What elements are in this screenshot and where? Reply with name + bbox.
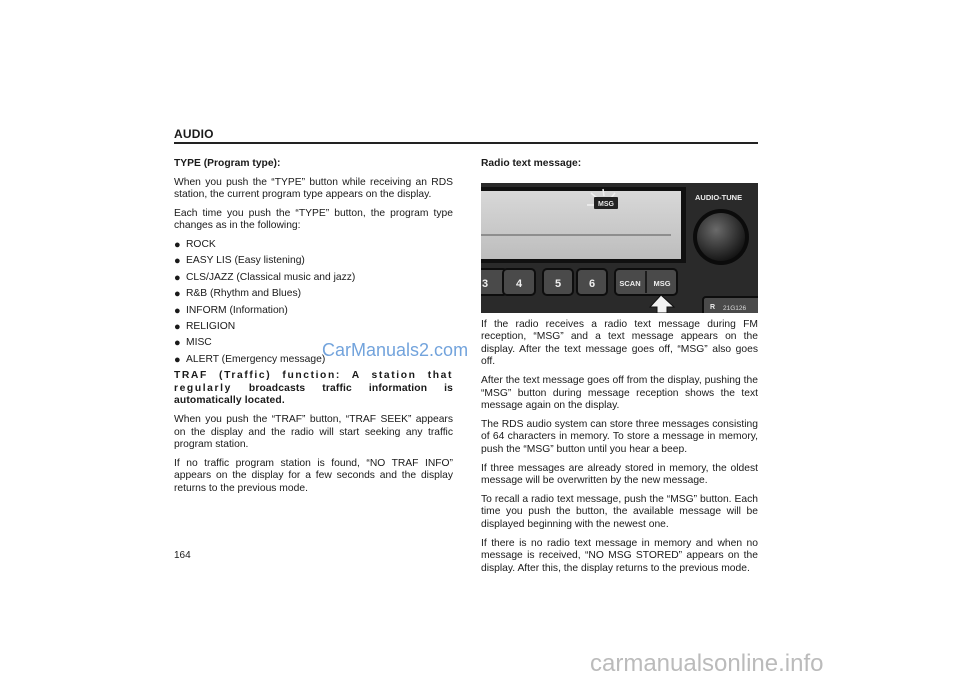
bullet-icon: ● <box>174 304 181 317</box>
left-column <box>174 158 453 502</box>
svg-text:R: R <box>710 303 716 311</box>
list-item: ● MISC <box>174 337 212 350</box>
bullet-icon: ● <box>174 255 181 268</box>
radio-panel-illustration <box>481 183 758 313</box>
list-item: ● CLS/JAZZ (Classical music and jazz) <box>174 271 356 284</box>
list-item: ● ROCK <box>174 238 216 251</box>
svg-text:5: 5 <box>554 277 562 290</box>
bullet-icon: ● <box>174 271 181 284</box>
radio-text-heading: Radio text message: <box>481 158 582 169</box>
bullet-icon: ● <box>174 238 181 251</box>
figure-code: 21G126 <box>723 304 747 312</box>
bullet-icon: ● <box>174 337 181 350</box>
bullet-icon: ● <box>174 288 181 301</box>
audio-tune-label: AUDIO-TUNE <box>695 192 743 202</box>
svg-text:3: 3 <box>481 277 489 290</box>
type-paragraph-2: Each time you push the “TYPE” button, the program type changes as in the following: <box>174 207 453 232</box>
bullet-icon: ● <box>174 320 181 333</box>
bullet-icon: ● <box>174 353 181 366</box>
scan-button[interactable]: SCAN <box>619 278 641 288</box>
list-item: ● RELIGION <box>174 320 236 333</box>
type-heading: TYPE (Program type): <box>174 158 281 169</box>
type-paragraph-1: When you push the “TYPE” button while receiving an RDS station, the current program type appears on the display. <box>174 176 453 201</box>
svg-text:4: 4 <box>515 277 523 290</box>
traf-heading: TRAF (Traffic) function: A station that regularly broadcasts traffic information is automatically located. <box>174 370 454 407</box>
radio-text-paragraph-4: If three messages are already stored in memory, the oldest message will be overwritten by the new message. <box>481 462 758 487</box>
radio-text-paragraph-2: After the text message goes off from the display, pushing the “MSG” button during message reception shows the text message again on the display. <box>481 374 758 412</box>
page-header-title: AUDIO <box>174 127 214 141</box>
footer-watermark: carmanualsonline.info <box>590 650 824 677</box>
traf-paragraph-2: If no traffic program station is found, “NO TRAF INFO” appears on the display for a few seconds and the display returns to the previous mode. <box>174 457 453 495</box>
radio-text-paragraph-3: The RDS audio system can store three messages consisting of 64 characters in memory. To store a message in memory, push the “MSG” button until you hear a beep. <box>481 418 758 455</box>
audio-tune-knob[interactable] <box>697 213 745 261</box>
radio-text-paragraph-5: To recall a radio text message, push the “MSG” button. Each time you push the button, the available message will be displayed beginning with the newest one. <box>481 493 758 530</box>
msg-indicator: MSG <box>598 200 614 208</box>
watermark: CarManuals2.com <box>322 340 469 360</box>
radio-panel-figure <box>481 183 758 313</box>
list-item: ● ALERT (Emergency message) <box>174 353 326 366</box>
msg-button[interactable]: MSG <box>653 278 671 288</box>
page-number: 164 <box>174 550 191 561</box>
radio-text-paragraph-1: If the radio receives a radio text message during FM reception, “MSG” and a text message appears on the display. After the text message goes off, “MSG” also goes off. <box>481 318 758 368</box>
radio-text-paragraph-6: If there is no radio text message in memory and when no message is received, “NO MSG STORED” appears on the display. After this, the display returns to the previous mode. <box>481 537 758 574</box>
display-screen <box>481 191 681 259</box>
list-item: ● INFORM (Information) <box>174 304 288 317</box>
right-column <box>481 158 758 581</box>
header-rule <box>174 142 758 144</box>
list-item: ● EASY LIS (Easy listening) <box>174 255 305 268</box>
traf-paragraph-1: When you push the “TRAF” button, “TRAF SEEK” appears on the display and the radio will start seeking any traffic program station. <box>174 414 453 451</box>
list-item: ● R&B (Rhythm and Blues) <box>174 288 302 301</box>
svg-text:6: 6 <box>588 277 596 290</box>
